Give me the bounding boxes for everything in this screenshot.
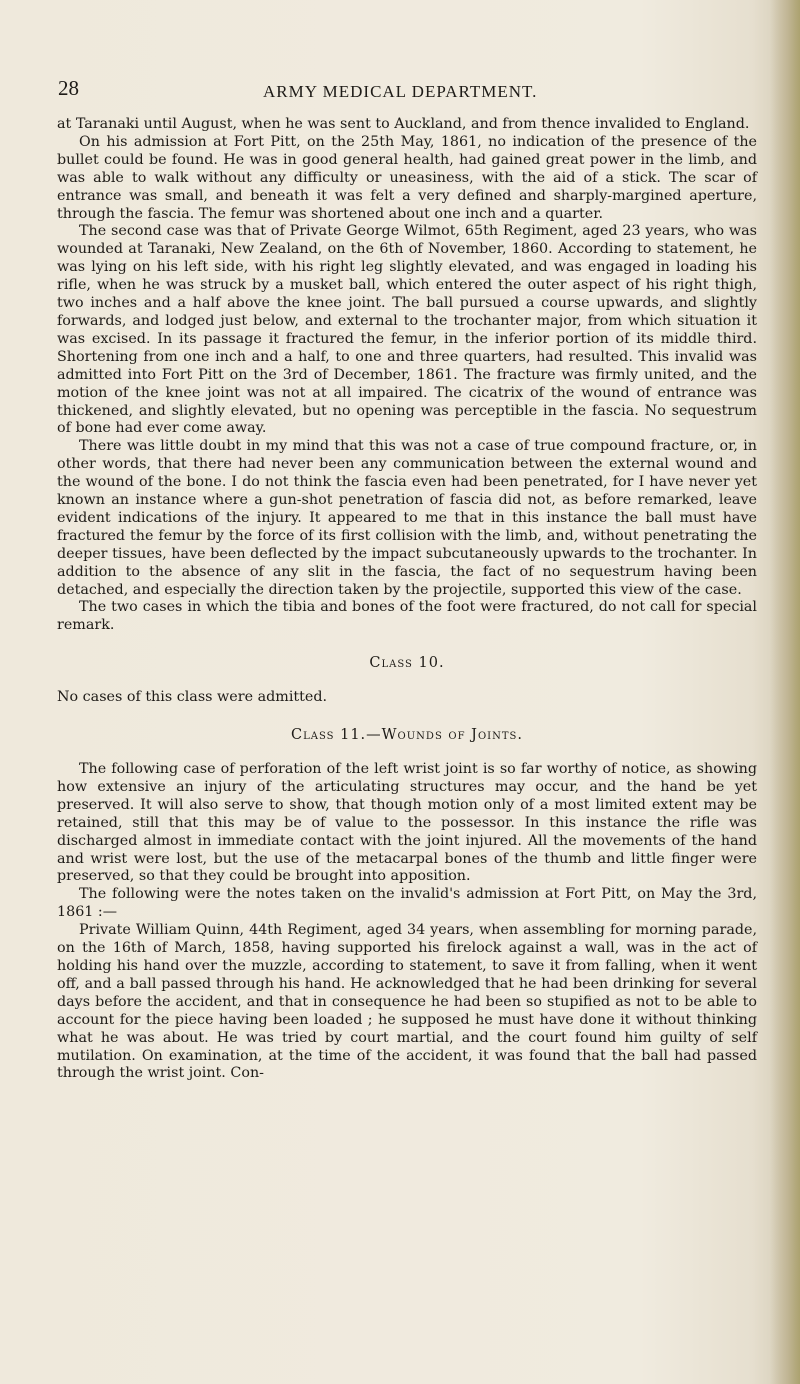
class-10-text: No cases of this class were admitted. [57, 689, 328, 706]
paragraph-1: at Taranaki until August, when he was sent to Auckland, and from thence invalided to England. [57, 116, 750, 132]
paragraph-2: On his admission at Fort Pitt, on the 25th May, 1861, no indication of the presence of the bullet could be found. He was in good general health, had gained great power in the limb, and was able to walk without any difficulty or uneasiness, with the aid of a stick. The scar of entrance was small, and beneath it was felt a very defined and sharply-margined aperture, through the fascia. The femur was shortened about one inch and a quarter. [57, 133, 757, 222]
paragraph-4: There was little doubt in my mind that this was not a case of true compound fracture, or, in other words, that there had never been any communication between the external wound and the wound of the bone. I do not think the fascia even had been penetrated, for I have never yet known an instance where a gun-shot penetration of fascia did not, as before remarked, leave evident indications of the injury. It appeared to me that in this instance the ball must have fractured the femur by the force of its first collision with the limb, and, without penetrating the deeper tissues, have been deflected by the impact subcutaneously upwards to the trochanter. In addition to the absence of any slit in the fascia, the fact of no sequestrum having been detached, and especially the direction taken by the projectile, supported this view of the case. [57, 438, 757, 598]
paragraph-7: The following were the notes taken on the invalid's admission at Fort Pitt, on May the 3rd, 1861 :— [57, 886, 757, 921]
paragraph-8: Private William Quinn, 44th Regiment, aged 34 years, when assembling for morning parade, on the 16th of March, 1858, having supported his firelock against a wall, was in the act of holding his hand over the muzzle, according to statement, to save it from falling, when it went off, and a ball passed through his hand. He acknowledged that he had been drinking for several days before the accident, and that in consequence he had been so stupified as not to be able to account for the piece having been loaded ; he supposed he must have done it without thinking what he was about. He was tried by court martial, and the court found him guilty of self mutilation. On examination, at the time of the accident, it was found that the ball had passed through the wrist joint. Con- [57, 922, 757, 1082]
page-edge [770, 0, 800, 1384]
body-text [57, 116, 757, 1083]
paragraph-5: The two cases in which the tibia and bones of the foot were fractured, do not call for special remark. [57, 599, 757, 634]
running-title: ARMY MEDICAL DEPARTMENT. [263, 82, 538, 101]
class-10-heading: Class 10. [369, 655, 445, 672]
class-11-heading: Class 11.—Wounds of Joints. [291, 727, 523, 744]
page-number: 28 [58, 76, 79, 100]
paragraph-3: The second case was that of Private George Wilmot, 65th Regiment, aged 23 years, who was wounded at Taranaki, New Zealand, on the 6th of November, 1860. According to statement, he was lying on his left side, with his right leg slightly elevated, and was engaged in loading his rifle, when he was struck by a musket ball, which entered the outer aspect of his right thigh, two inches and a half above the knee joint. The ball pursued a course upwards, and slightly forwards, and lodged just below, and external to the trochanter major, from which situation it was excised. In its passage it fractured the femur, in the inferior portion of its middle third. Shortening from one inch and a half, to one and three quarters, had resulted. This invalid was admitted into Fort Pitt on the 3rd of December, 1861. The fracture was firmly united, and the motion of the knee joint was not at all impaired. The cicatrix of the wound of entrance was thickened, and slightly elevated, but no opening was perceptible in the fascia. No sequestrum of bone had ever come away. [57, 223, 757, 437]
paragraph-6: The following case of perforation of the left wrist joint is so far worthy of notice, as showing how extensive an injury of the articulating structures may occur, and the hand be yet preserved. It will also serve to show, that though motion only of a most limited extent may be retained, still that this may be of value to the possessor. In this instance the rifle was discharged almost in immediate contact with the joint injured. All the movements of the hand and wrist were lost, but the use of the metacarpal bones of the thumb and little finger were preserved, so that they could be brought into apposition. [57, 761, 757, 885]
